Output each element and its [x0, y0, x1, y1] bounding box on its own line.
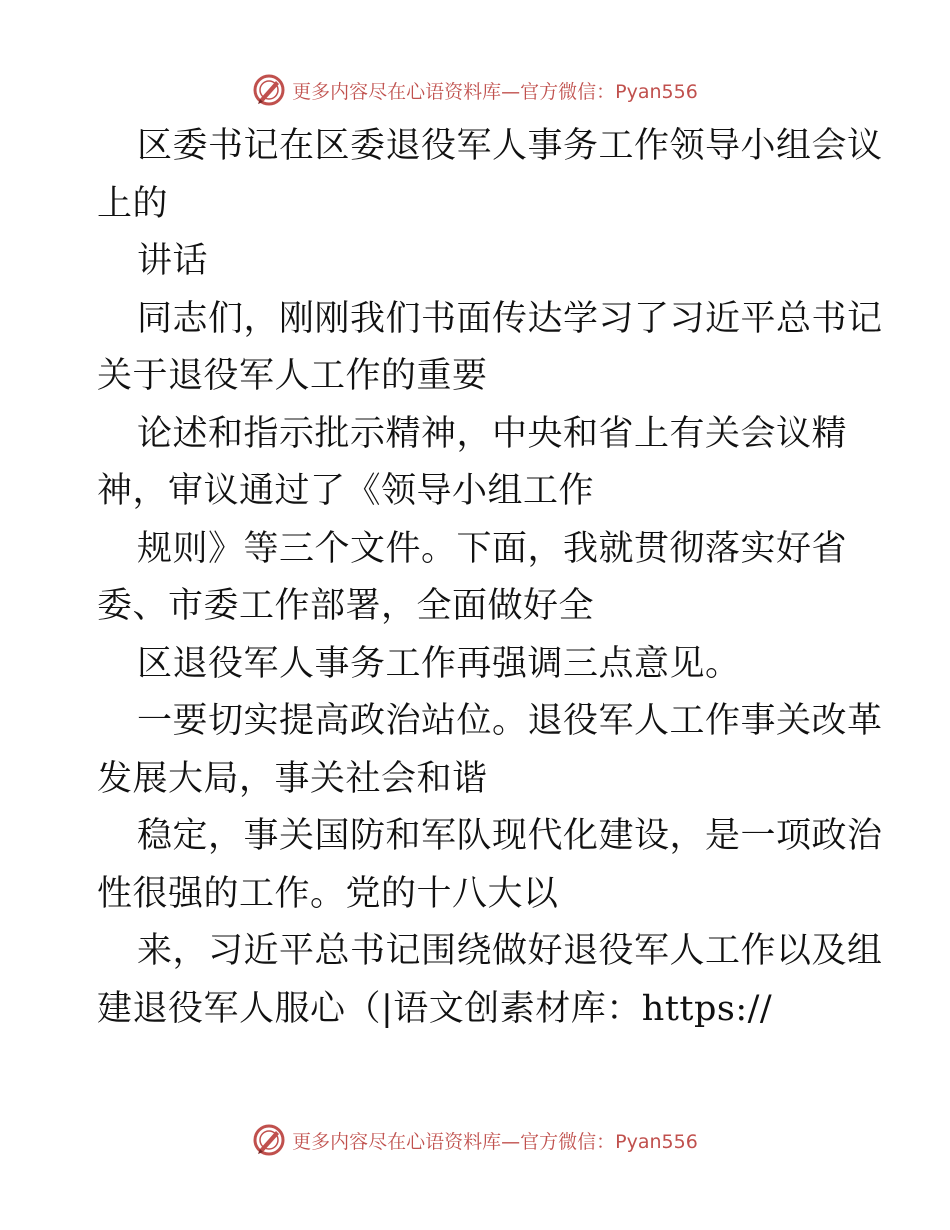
watermark-brand: [252, 73, 698, 107]
pen-logo-icon: [252, 1123, 286, 1157]
text-line: 同志们，刚刚我们书面传达学习了习近平总书记: [137, 298, 883, 339]
text-line: 关于退役军人工作的重要: [97, 356, 488, 396]
text-line: 神，审议通过了《领导小组工作: [97, 471, 595, 511]
text-line: 区委书记在区委退役军人事务工作领导小组会议: [137, 126, 883, 166]
watermark-text: 更多内容尽在心语资料库—官方微信：Pyan556: [292, 1130, 698, 1153]
text-line: 建退役军人服心（|语文创素材库：https://: [97, 988, 773, 1029]
text-line: 论述和指示批示精神，中央和省上有关会议精: [137, 413, 848, 454]
watermark-brand: [252, 1123, 698, 1157]
text-line: 发展大局，事关社会和谐: [97, 758, 488, 799]
text-line: 区退役军人事务工作再强调三点意见。: [137, 643, 741, 684]
page-footer: [0, 1120, 950, 1160]
text-line: 来，习近平总书记围绕做好退役军人工作以及组: [137, 931, 883, 971]
document-body: [97, 118, 883, 1038]
text-line: 一要切实提高政治站位。退役军人工作事关改革: [137, 701, 883, 741]
text-line: 性很强的工作。党的十八大以: [97, 873, 559, 914]
text-line: 讲话: [137, 241, 209, 281]
text-line: 委、市委工作部署，全面做好全: [97, 586, 595, 626]
pen-logo-icon: [252, 73, 286, 107]
text-line: 稳定，事关国防和军队现代化建设，是一项政治: [137, 816, 883, 856]
text-line: 规则》等三个文件。下面，我就贯彻落实好省: [137, 528, 848, 569]
page-header: [0, 70, 950, 110]
text-line: 上的: [97, 183, 169, 224]
watermark-text: 更多内容尽在心语资料库—官方微信：Pyan556: [292, 80, 698, 103]
